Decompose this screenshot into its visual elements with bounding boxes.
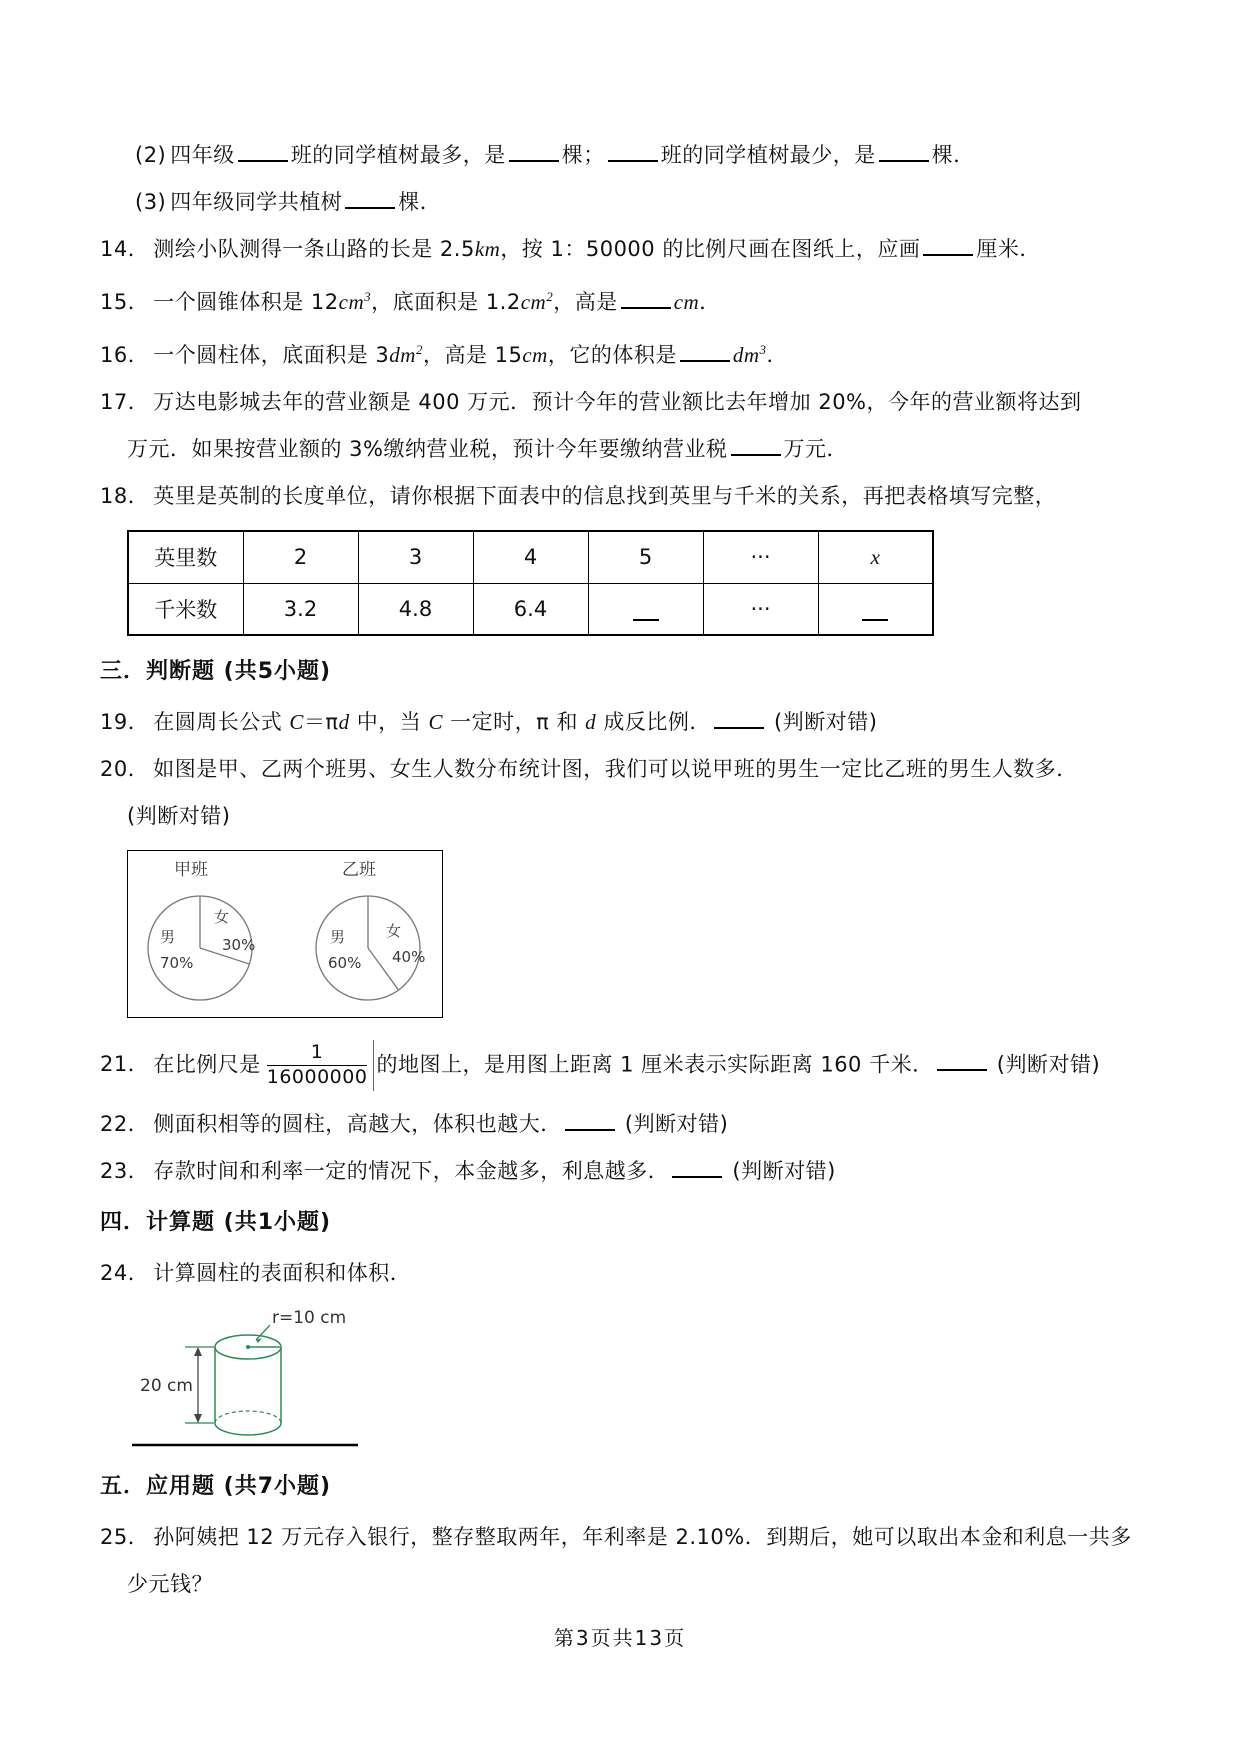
math-variable: d — [585, 710, 597, 734]
fraction-denominator: 16000000 — [266, 1065, 368, 1088]
question-number: 18． — [100, 484, 150, 508]
cylinder-bottom-back — [215, 1411, 281, 1423]
text-run: 计算圆柱的表面积和体积． — [153, 1260, 412, 1285]
blank-field — [879, 144, 929, 162]
text-run: 万元．如果按营业额的 3%缴纳营业税，预计今年要缴纳营业税 — [127, 437, 728, 461]
text-run: 的地图上，是用图上距离 1 厘米表示实际距离 160 千米． — [376, 1052, 934, 1077]
text-run: ，高是 — [553, 290, 618, 314]
question-line-q16 — [100, 336, 1170, 369]
question-line-q14 — [100, 236, 1170, 263]
text-run: 棵． — [931, 143, 975, 167]
question-number: 15． — [100, 290, 150, 314]
table-cell: 4 — [473, 531, 588, 583]
table-cell: 3.2 — [243, 583, 358, 635]
pie-title: 乙班 — [342, 860, 376, 880]
question-line-q18 — [100, 483, 1170, 510]
question-number: (2) — [135, 143, 167, 167]
text-run: 万达电影城去年的营业额是 400 万元．预计今年的营业额比去年增加 20%，今年的营业额将达到 — [153, 390, 1082, 414]
question-number: 22． — [100, 1111, 150, 1136]
math-variable: cm — [673, 290, 700, 314]
pie-label: 女 — [386, 922, 402, 940]
question-line-q13-2 — [135, 142, 1170, 169]
math-variable: C — [428, 710, 443, 734]
text-run: (判断对错) — [725, 1158, 836, 1183]
text-run: 中，当 — [349, 710, 429, 734]
section-heading-sec4: 四．计算题 (共1小题) — [100, 1209, 332, 1235]
question-line-q13-3 — [135, 189, 1170, 216]
table-row — [128, 583, 933, 635]
question-line-q17b — [127, 436, 1170, 463]
text-run: 孙阿姨把 12 万元存入银行，整存整取两年，年利率是 2.10%．到期后，她可以取出本金和利息一共多 — [153, 1524, 1132, 1549]
question-line-q20a — [100, 756, 1170, 783]
superscript: 2 — [546, 289, 554, 304]
math-variable: dm — [732, 343, 760, 367]
table-cell: 2 — [243, 531, 358, 583]
text-run: 棵． — [398, 190, 442, 214]
blank-field — [731, 438, 781, 456]
pie-label: 30% — [222, 936, 256, 954]
superscript: 2 — [415, 342, 423, 357]
question-number: 21． — [100, 1052, 150, 1077]
table-cell: ··· — [703, 531, 818, 583]
pie-label: 40% — [392, 948, 426, 966]
pie-charts-svg — [128, 851, 442, 1013]
question-line-q22 — [100, 1111, 1170, 1138]
question-line-q15 — [100, 283, 1170, 316]
question-number: 20． — [100, 757, 150, 781]
table-cell — [818, 583, 933, 635]
pie-label: 男 — [330, 928, 346, 946]
question-number: 19． — [100, 710, 150, 734]
text-run: ． — [699, 290, 721, 314]
math-variable: km — [474, 237, 501, 261]
question-line-q19 — [100, 709, 1170, 736]
blank-field — [345, 191, 395, 209]
question-number: 17． — [100, 390, 150, 414]
radius-label: r=10 cm — [272, 1307, 347, 1328]
math-variable: C — [289, 710, 304, 734]
fraction — [263, 1040, 375, 1091]
superscript: 3 — [364, 289, 372, 304]
text-run: (判断对错) — [617, 1111, 729, 1136]
dim-arrow-up — [194, 1347, 202, 1356]
text-run: 厘米． — [976, 237, 1041, 261]
blank-field — [608, 144, 658, 162]
text-run: 英里是英制的长度单位，请你根据下面表中的信息找到英里与千米的关系，再把表格填写完整， — [153, 484, 1057, 508]
question-line-q21 — [100, 1040, 1170, 1091]
table-cell: 5 — [588, 531, 703, 583]
question-line-q24 — [100, 1260, 1170, 1287]
text-run: 一个圆柱体，底面积是 3 — [153, 343, 390, 367]
question-line-q23 — [100, 1158, 1170, 1185]
text-run: 测绘小队测得一条山路的长是 2.5 — [153, 237, 475, 261]
question-number: 25． — [100, 1524, 150, 1549]
blank-field — [621, 291, 671, 309]
superscript: 3 — [759, 342, 767, 357]
question-line-q25b — [127, 1571, 1170, 1598]
exam-body — [100, 142, 1170, 1598]
cylinder-bottom-front — [215, 1423, 281, 1435]
text-run: ，高是 15 — [422, 343, 523, 367]
pie-chart-figure — [127, 850, 443, 1018]
question-number: 23． — [100, 1158, 150, 1183]
text-run: 一定时，π 和 — [442, 710, 586, 734]
blank-field — [565, 1113, 615, 1131]
cylinder-figure — [130, 1307, 1170, 1453]
text-run: 一个圆锥体积是 12 — [153, 290, 339, 314]
blank-field — [633, 607, 659, 621]
table-cell: 英里数 — [128, 531, 243, 583]
blank-field — [714, 711, 764, 729]
question-line-q20b — [127, 803, 1170, 830]
table-cell: 3 — [358, 531, 473, 583]
page-footer: 第3页共13页 — [553, 1626, 687, 1650]
text-run: 四年级同学共植树 — [170, 190, 343, 214]
table-cell: 千米数 — [128, 583, 243, 635]
blank-field — [238, 144, 288, 162]
math-variable: cm — [520, 290, 547, 314]
text-run: 在圆周长公式 — [153, 710, 290, 734]
pie-label: 女 — [214, 908, 230, 926]
table-cell: ··· — [703, 583, 818, 635]
text-run: 成反比例． — [596, 710, 711, 734]
pie-label: 70% — [160, 954, 194, 972]
blank-field — [923, 238, 973, 256]
question-number: 24． — [100, 1260, 150, 1285]
question-number: 16． — [100, 343, 150, 367]
blank-field — [937, 1053, 987, 1071]
text-run: (判断对错) — [989, 1052, 1101, 1077]
mile-km-table — [127, 530, 934, 636]
text-run: 万元． — [783, 437, 848, 461]
question-line-q17a — [100, 389, 1170, 416]
question-number: (3) — [135, 190, 167, 214]
section-heading-sec3: 三．判断题 (共5小题) — [100, 659, 332, 684]
table-row — [128, 531, 933, 583]
text-run: 在比例尺是 — [153, 1052, 261, 1077]
cylinder-svg — [130, 1307, 390, 1449]
text-run: ，按 1：50000 的比例尺画在图纸上，应画 — [500, 237, 921, 261]
text-run: (判断对错) — [127, 804, 231, 828]
blank-field — [680, 344, 730, 362]
dim-arrow-down — [194, 1414, 202, 1423]
text-run: 侧面积相等的圆柱，高越大，体积也越大． — [153, 1111, 562, 1136]
table-cell: 4.8 — [358, 583, 473, 635]
pie-title: 甲班 — [174, 860, 208, 880]
text-run: (判断对错) — [766, 710, 878, 734]
math-variable: cm — [338, 290, 365, 314]
table-cell — [588, 583, 703, 635]
text-run: ＝π — [303, 710, 339, 734]
pie-label: 男 — [160, 928, 176, 946]
text-run: ，底面积是 1.2 — [371, 290, 521, 314]
question-line-q25a — [100, 1524, 1170, 1551]
text-run: ． — [766, 343, 789, 367]
fraction-numerator: 1 — [267, 1042, 368, 1066]
text-run: 少元钱？ — [127, 1571, 213, 1596]
section-heading-sec5: 五．应用题 (共7小题) — [100, 1473, 332, 1499]
text-run: 如图是甲、乙两个班男、女生人数分布统计图，我们可以说甲班的男生一定比乙班的男生人数多． — [153, 757, 1078, 781]
math-variable: cm — [522, 343, 548, 367]
text-run: ，它的体积是 — [547, 343, 677, 367]
text-run: 棵； — [561, 143, 605, 167]
text-run: 班的同学植树最少，是 — [660, 143, 876, 167]
blank-field — [509, 144, 559, 162]
table-cell: 6.4 — [473, 583, 588, 635]
text-run: 班的同学植树最多，是 — [290, 143, 506, 167]
table-cell: x — [818, 531, 933, 583]
text-run: 存款时间和利率一定的情况下，本金越多，利息越多． — [153, 1158, 670, 1183]
question-number: 14． — [100, 237, 150, 261]
math-variable: dm — [389, 343, 416, 367]
math-variable: d — [338, 710, 350, 734]
blank-field — [862, 607, 888, 621]
blank-field — [672, 1160, 722, 1178]
pie-label: 60% — [328, 954, 362, 972]
text-run: 四年级 — [170, 143, 235, 167]
height-label: 20 cm — [140, 1375, 193, 1396]
